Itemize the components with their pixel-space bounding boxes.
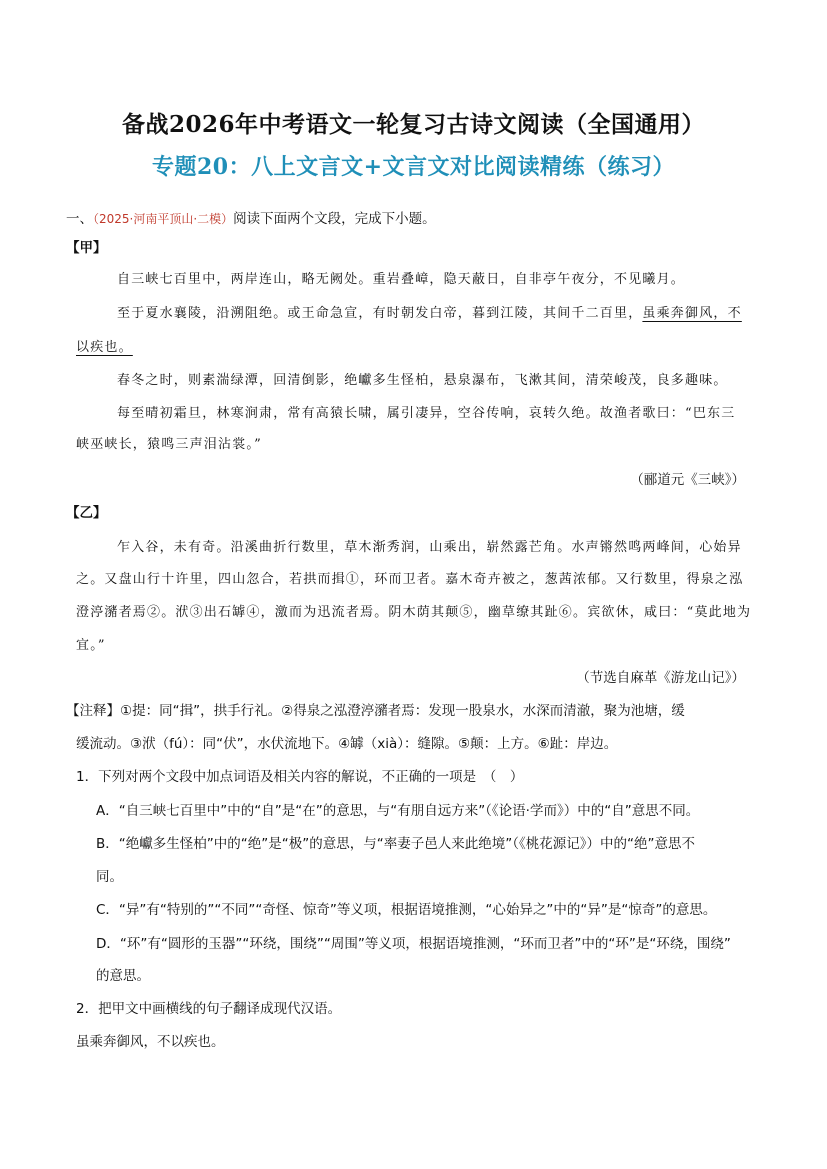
question-1-option-b: B．“绝巘多生怪柏”中的“绝”是“极”的意思，与“率妻子邑人来此绝境”（《桃花源记》）中的“绝”意思不 bbox=[96, 836, 695, 852]
question-2-stem: 2．把甲文中画横线的句子翻译成现代汉语。 bbox=[76, 1001, 342, 1017]
question-1-option-b-cont: 同。 bbox=[96, 869, 123, 885]
notes-line-2: 缓流动。③洑（fú）：同“伏”，水伏流地下。④罅（xià）：缝隙。⑤颠：上方。⑥趾：岸边。 bbox=[76, 736, 618, 752]
jia-p2-text: 至于夏水襄陵，沿溯阻绝。或王命急宣，有时朝发白帝，暮到江陵，其间千二百里， bbox=[117, 306, 643, 321]
jia-paragraph-1: 自三峡七百里中，两岸连山，略无阙处。重岩叠嶂，隐天蔽日，自非亭午夜分，不见曦月。 bbox=[117, 272, 686, 287]
question-1-stem: 1．下列对两个文段中加点词语及相关内容的解说，不正确的一项是 （ ） bbox=[76, 769, 524, 785]
jia-paragraph-3: 春冬之时，则素湍绿潭，回清倒影，绝巘多生怪柏，悬泉瀑布，飞漱其间，清荣峻茂，良多趣味。 bbox=[117, 373, 728, 388]
jia-paragraph-4-cont: 峡巫峡长，猿鸣三声泪沾裳。” bbox=[76, 437, 262, 452]
question-1-option-d: D．“环”有“圆形的玉器”“环绕，围绕”“周围”等义项，根据语境推测，“环而卫者”中的“环”是“环绕，围绕” bbox=[96, 936, 731, 952]
question-number: 一、 bbox=[66, 211, 93, 227]
page-subtitle: 专题20：八上文言文+文言文对比阅读精练（练习） bbox=[151, 154, 676, 180]
question-intro bbox=[66, 209, 436, 229]
yi-paragraph-line-2: 之。又盘山行十许里，四山忽合，若拱而揖①，环而卫者。嘉木奇卉被之，葱茜浓郁。又行数里，得泉之泓 bbox=[76, 572, 744, 587]
jia-source: （郦道元《三峡》） bbox=[630, 472, 745, 488]
question-1-option-a: A．“自三峡七百里中”中的“自”是“在”的意思，与“有朋自远方来”（《论语·学而》）中的“自”意思不同。 bbox=[96, 803, 700, 819]
question-1-option-d-cont: 的意思。 bbox=[96, 968, 150, 984]
page-title: 备战2026年中考语文一轮复习古诗文阅读（全国通用） bbox=[121, 111, 705, 138]
question-1-option-c: C．“异”有“特别的”“不同”“奇怪、惊奇”等义项，根据语境推测，“心始异之”中的“异”是“惊奇”的意思。 bbox=[96, 902, 717, 918]
jia-paragraph-2-cont bbox=[76, 338, 133, 358]
jia-paragraph-2 bbox=[117, 304, 742, 324]
jia-p2-underlined-2: 以疾也。 bbox=[76, 340, 133, 355]
question-instruction: 阅读下面两个文段，完成下小题。 bbox=[233, 211, 436, 227]
yi-paragraph-line-1: 乍入谷，未有奇。沿溪曲折行数里，草木渐秀润，山乘出，崭然露芒角。水声锵然鸣两峰间，心始异 bbox=[117, 540, 742, 555]
yi-paragraph-line-4: 宜。” bbox=[76, 638, 106, 653]
yi-paragraph-line-3: 澄渟瀦者焉②。洑③出石罅④，激而为迅流者焉。阴木荫其颠⑤，幽草缭其趾⑥。宾欲休，咸曰：“莫此地为 bbox=[76, 605, 752, 620]
notes-line-1: 【注释】①提：同“揖”，拱手行礼。②得泉之泓澄渟瀦者焉：发现一股泉水，水深而清澈，聚为池塘，缓 bbox=[66, 703, 685, 719]
passage-jia-label: 【甲】 bbox=[66, 240, 107, 256]
yi-source: （节选自麻革《游龙山记》） bbox=[576, 670, 745, 686]
jia-p2-underlined-1: 虽乘奔御风，不 bbox=[642, 306, 742, 321]
passage-yi-label: 【乙】 bbox=[66, 505, 107, 521]
question-source: （2025·河南平顶山·二模） bbox=[93, 212, 234, 226]
question-2-answer: 虽乘奔御风，不以疾也。 bbox=[76, 1034, 225, 1050]
jia-paragraph-4: 每至晴初霜旦，林寒涧肃，常有高猿长啸，属引凄异，空谷传响，哀转久绝。故渔者歌曰：“巴东三 bbox=[117, 406, 736, 421]
